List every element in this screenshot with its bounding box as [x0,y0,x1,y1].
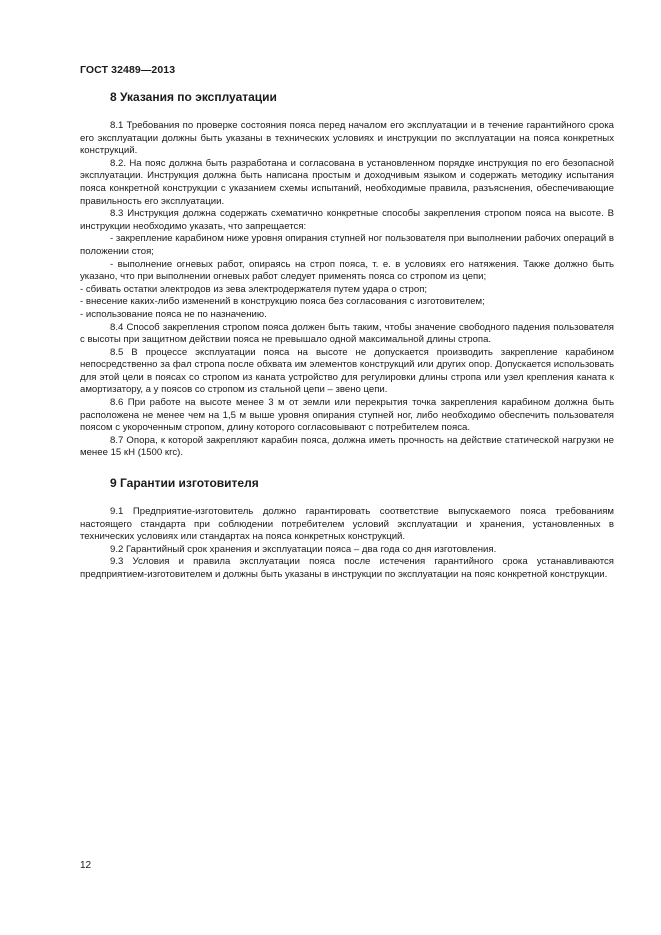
paragraph-8-6: 8.6 При работе на высоте менее 3 м от земли или перекрытия точка закрепления карабином должна быть расположена не менее чем на 1,5 м выше уровня опирания ступней ног, либо необходимо обеспечить пользователя поясом с укороченным стропом, длину которого согласовывают с потребителем пояса. [80,397,614,434]
paragraph-9-1: 9.1 Предприятие-изготовитель должно гарантировать соответствие выпускаемого пояса требованиям настоящего стандарта при соблюдении потребителем условий эксплуатации и хранения, установленных в технических условиях или стандартах на пояса конкретных конструкций. [80,506,614,543]
paragraph-8-7: 8.7 Опора, к которой закрепляют карабин пояса, должна иметь прочность на действие статической нагрузки не менее 15 кН (1500 кгс). [80,434,614,459]
paragraph-9-3: 9.3 Условия и правила эксплуатации пояса после истечения гарантийного срока устанавливаются предприятием-изготовителем и должны быть указаны в инструкции по эксплуатации на пояс конкретной конструкции. [80,556,614,580]
page-number: 12 [80,860,92,871]
section-8-heading: 8 Указания по эксплуатации [110,90,277,104]
standard-id-header: ГОСТ 32489—2013 [80,64,176,76]
paragraph-8-1: 8.1 Требования по проверке состояния пояса перед началом его эксплуатации и в течение гарантийного срока его эксплуатации должны быть указаны в технических условиях и инструкции по эксплуатации на пояса конкретных конструкций. [80,120,614,157]
paragraph-9-2: 9.2 Гарантийный срок хранения и эксплуатации пояса – два года со дня изготовления. [110,543,497,555]
list-item-prohibition-4: - внесение каких-либо изменений в конструкцию пояса без согласования с изготовителем; [80,296,485,308]
page-content [80,86,614,582]
list-item-prohibition-2: - выполнение огневых работ, опираясь на строп пояса, т. е. в условиях его натяжения. Также должно быть указано, что при выполнении огневых работ следует применять пояса со стропом из цепи; [80,258,614,283]
paragraph-8-3: 8.3 Инструкция должна содержать схематично конкретные способы закрепления стропом пояса на высоте. В инструкции необходимо указать, что запрещается: [80,208,614,232]
list-item-prohibition-1: - закрепление карабином ниже уровня опирания ступней ног пользователя при выполнении рабочих операций в положении стоя; [80,233,614,257]
paragraph-8-4: 8.4 Способ закрепления стропом пояса должен быть таким, чтобы значение свободного падения пользователя с высоты при защитном действии пояса не превышало одной максимальной длины стропа. [80,321,614,346]
section-9-heading: 9 Гарантии изготовителя [110,476,259,491]
paragraph-8-5: 8.5 В процессе эксплуатации пояса на высоте не допускается производить закрепление карабином непосредственно за фал стропа после обхвата им элементов конструкций или других опор. Допускается использовать для этой цели в поясах со стропом из каната устройство для регулировки длины стропа или узел крепления каната к амортизатору, а у поясов со стропом из стальной цепи – звено цепи. [80,346,614,396]
list-item-prohibition-5: - использование пояса не по назначению. [80,308,267,320]
paragraph-8-2: 8.2. На пояс должна быть разработана и согласована в установленном порядке инструкция по его безопасной эксплуатации. Инструкция должна быть написана простым и доходчивым языком и содержать методику испытания пояса конкретной конструкции с указанием схемы испытаний, необходимые правила, разъяснения, обеспечивающие правильность его эксплуатации. [80,157,614,207]
list-item-prohibition-3: - сбивать остатки электродов из зева электродержателя путем удара о строп; [80,283,428,295]
